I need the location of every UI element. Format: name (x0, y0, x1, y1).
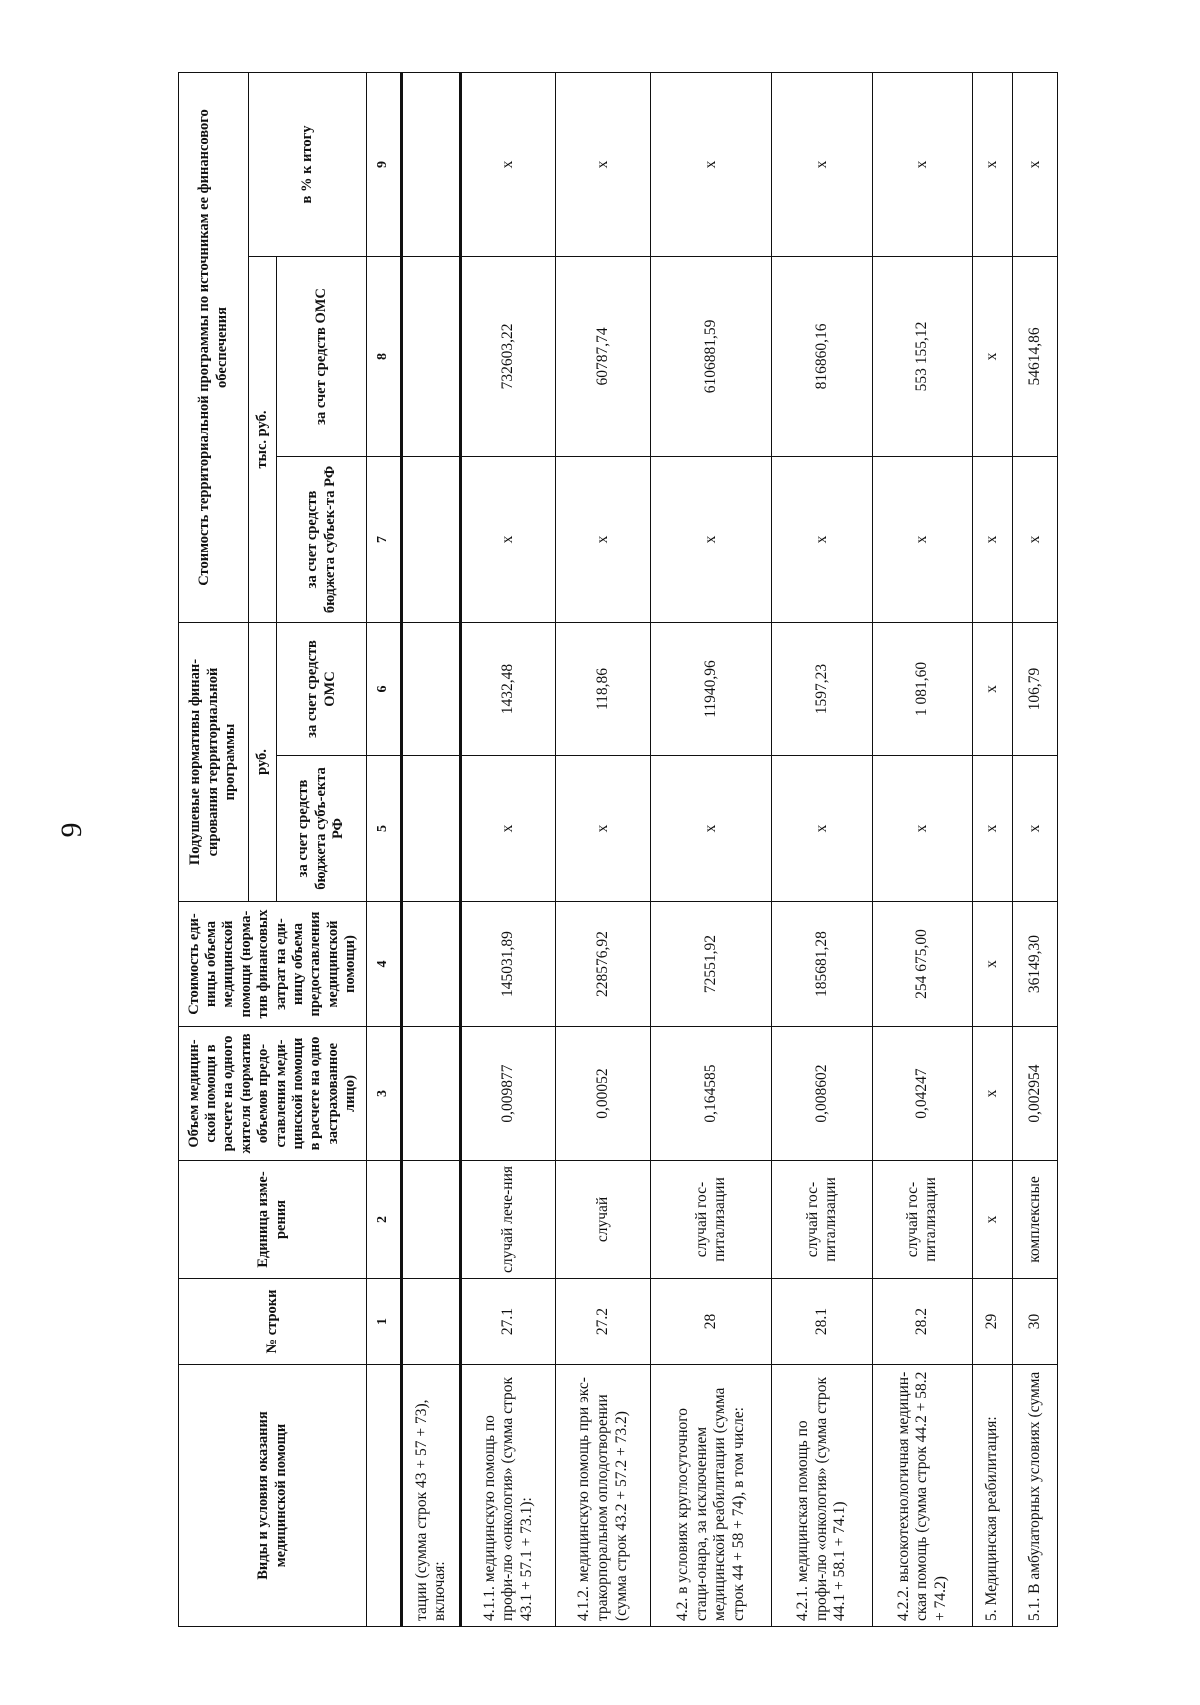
column-number: 5 (367, 756, 402, 902)
row-unit (402, 1161, 461, 1279)
table-row (872, 72, 972, 1626)
row-cost-oms (402, 256, 461, 456)
header-program-cost-unit: тыс. руб. (249, 256, 277, 622)
row-volume: 0,009877 (461, 1027, 556, 1161)
row-cost-budget (402, 456, 461, 622)
row-unit: случай лече-ния (461, 1161, 556, 1279)
row-percent: х (872, 72, 972, 256)
row-cost-oms: х (973, 256, 1013, 456)
column-number: 3 (367, 1027, 402, 1161)
row-volume: 0,164585 (651, 1027, 772, 1161)
header-row-number: № строки (179, 1279, 367, 1365)
column-number (367, 1365, 402, 1627)
row-cost-budget: х (651, 456, 772, 622)
row-per-capita-oms: 11940,96 (651, 622, 772, 755)
column-number: 9 (367, 72, 402, 256)
row-cost-budget: х (973, 456, 1013, 622)
row-unit: х (973, 1161, 1013, 1279)
table-row (651, 72, 772, 1626)
row-cost-budget: х (872, 456, 972, 622)
row-label: 4.2.2. высокотехнологичная медицин-ская помощь (сумма строк 44.2 + 58.2 + 74.2) (872, 1365, 972, 1627)
row-number: 29 (973, 1279, 1013, 1365)
row-percent: х (772, 72, 872, 256)
row-cost-oms: 732603,22 (461, 256, 556, 456)
row-unit-cost: 254 675,00 (872, 902, 972, 1027)
row-per-capita-budget: х (872, 756, 972, 902)
row-cost-budget: х (556, 456, 651, 622)
row-label: 5.1. В амбулаторных условиях (сумма (1013, 1365, 1058, 1627)
row-cost-oms: 54614,86 (1013, 256, 1058, 456)
row-volume: 0,008602 (772, 1027, 872, 1161)
row-per-capita-oms: 1 081,60 (872, 622, 972, 755)
header-types: Виды и условия оказания медицинской помощи (179, 1365, 367, 1627)
row-per-capita-oms: 1597,23 (772, 622, 872, 755)
row-per-capita-budget: х (973, 756, 1013, 902)
financing-table (178, 72, 1058, 1627)
table-row (461, 72, 556, 1626)
row-number: 28.1 (772, 1279, 872, 1365)
table-row (556, 72, 651, 1626)
row-per-capita-budget: х (651, 756, 772, 902)
row-label: тации (сумма строк 43 + 57 + 73), включая: (402, 1365, 461, 1627)
row-label: 5. Медицинская реабилитация: (973, 1365, 1013, 1627)
header-unit: Единица изме-рения (179, 1161, 367, 1279)
table-row (772, 72, 872, 1626)
row-unit: случай (556, 1161, 651, 1279)
row-per-capita-budget: х (556, 756, 651, 902)
header-volume: Объем медицин-ской помощи в расчете на одного жителя (норматив объемов предо-ставления меди-цинской помощи в расчете на одно застрахованное лицо) (179, 1027, 367, 1161)
row-per-capita-oms: 1432,48 (461, 622, 556, 755)
header-program-cost-group: Стоимость территориальной программы по источникам ее финансового обеспечения (179, 72, 249, 622)
row-label: 4.1.1. медицинскую помощь по профи-лю «онкология» (сумма строк 43.1 + 57.1 + 73.1): (461, 1365, 556, 1627)
column-number: 7 (367, 456, 402, 622)
header-per-capita-budget: за счет средств бюджета субъ-екта РФ (277, 756, 367, 902)
row-number: 28 (651, 1279, 772, 1365)
row-unit-cost: 36149,30 (1013, 902, 1058, 1027)
row-unit: случай гос-питализации (772, 1161, 872, 1279)
row-number: 30 (1013, 1279, 1058, 1365)
row-per-capita-budget: х (1013, 756, 1058, 902)
header-per-capita-oms: за счет средств ОМС (277, 622, 367, 755)
header-cost-budget: за счет средств бюджета субъек-та РФ (277, 456, 367, 622)
row-number: 27.2 (556, 1279, 651, 1365)
row-unit-cost (402, 902, 461, 1027)
row-percent: х (651, 72, 772, 256)
row-cost-budget: х (1013, 456, 1058, 622)
row-volume: х (973, 1027, 1013, 1161)
row-number (402, 1279, 461, 1365)
row-cost-oms: 816860,16 (772, 256, 872, 456)
row-per-capita-oms: 118,86 (556, 622, 651, 755)
row-percent: х (973, 72, 1013, 256)
row-number: 27.1 (461, 1279, 556, 1365)
row-unit: случай гос-питализации (651, 1161, 772, 1279)
row-percent (402, 72, 461, 256)
row-per-capita-budget: х (461, 756, 556, 902)
row-volume: 0,002954 (1013, 1027, 1058, 1161)
row-cost-budget: х (772, 456, 872, 622)
row-label: 4.1.2. медицинскую помощь при экс-тракорпоральном оплодотворении (сумма строк 43.2 + 57.2 + 73.2) (556, 1365, 651, 1627)
row-unit-cost: 145031,89 (461, 902, 556, 1027)
row-volume: 0,04247 (872, 1027, 972, 1161)
row-label: 4.2.1. медицинская помощь по профи-лю «онкология» (сумма строк 44.1 + 58.1 + 74.1) (772, 1365, 872, 1627)
header-cost-oms: за счет средств ОМС (277, 256, 367, 456)
header-per-capita-group: Подушевые нормативы финан-сирования территориальной программы (179, 622, 249, 901)
row-cost-budget: х (461, 456, 556, 622)
page-number: 9 (55, 822, 88, 838)
column-number: 8 (367, 256, 402, 456)
row-per-capita-oms (402, 622, 461, 755)
row-label: 4.2. в условиях круглосуточного стаци-онара, за исключением медицинской реабилитации (сумма строк 44 + 58 + 74), в том числе: (651, 1365, 772, 1627)
row-percent: х (556, 72, 651, 256)
column-number-row (367, 72, 402, 1626)
row-cost-oms: 553 155,12 (872, 256, 972, 456)
column-number: 4 (367, 902, 402, 1027)
row-cost-oms: 60787,74 (556, 256, 651, 456)
header-per-capita-unit: руб. (249, 622, 277, 901)
row-per-capita-oms: 106,79 (1013, 622, 1058, 755)
table-row (402, 72, 461, 1626)
row-unit: комплексные (1013, 1161, 1058, 1279)
row-percent: х (1013, 72, 1058, 256)
row-unit: случай гос-питализации (872, 1161, 972, 1279)
column-number: 2 (367, 1161, 402, 1279)
row-number: 28.2 (872, 1279, 972, 1365)
row-percent: х (461, 72, 556, 256)
row-per-capita-budget (402, 756, 461, 902)
row-unit-cost: 72551,92 (651, 902, 772, 1027)
row-per-capita-oms: х (973, 622, 1013, 755)
column-number: 1 (367, 1279, 402, 1365)
row-unit-cost: 185681,28 (772, 902, 872, 1027)
row-per-capita-budget: х (772, 756, 872, 902)
row-unit-cost: 228576,92 (556, 902, 651, 1027)
column-number: 6 (367, 622, 402, 755)
table-row (1013, 72, 1058, 1626)
row-volume (402, 1027, 461, 1161)
row-unit-cost: х (973, 902, 1013, 1027)
header-unit-cost: Стоимость еди-ницы объема медицинской помощи (норма-тив финансовых затрат на еди-ницу объема предоставления медицинской помощи) (179, 902, 367, 1027)
header-percent: в % к итогу (249, 72, 367, 256)
row-cost-oms: 6106881,59 (651, 256, 772, 456)
table-row (973, 72, 1013, 1626)
row-volume: 0,00052 (556, 1027, 651, 1161)
table-frame (178, 73, 1058, 1627)
